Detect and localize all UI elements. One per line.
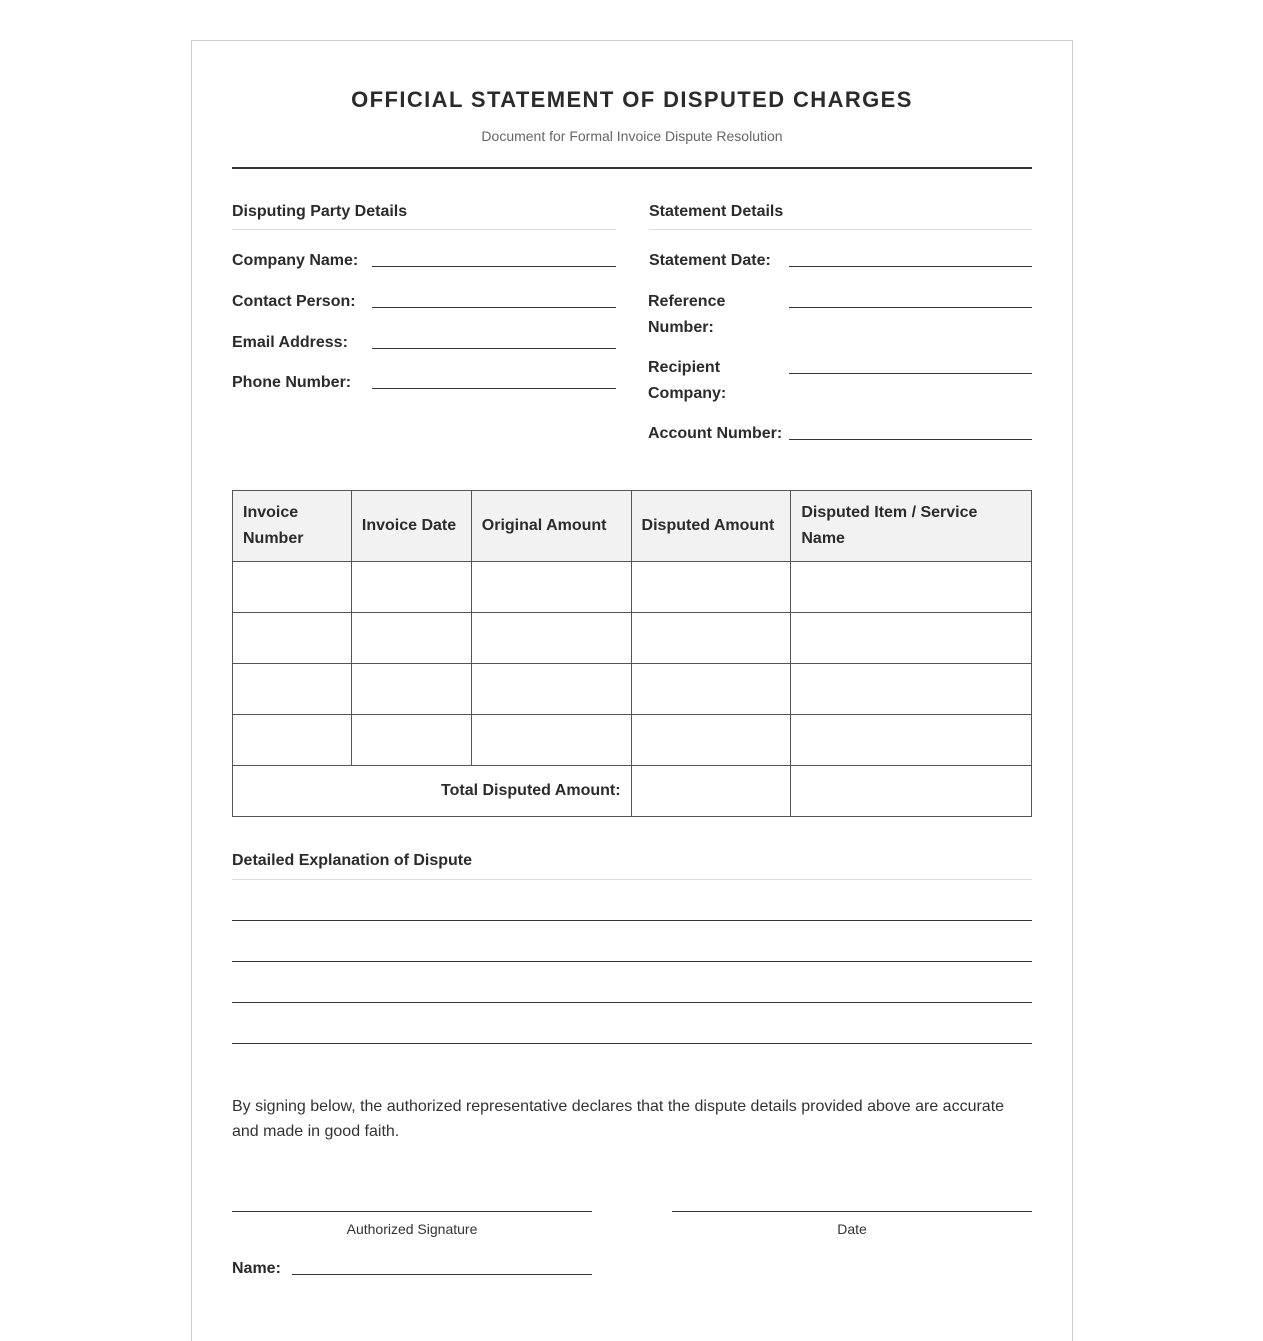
table-header-row bbox=[233, 491, 1032, 562]
table-cell[interactable] bbox=[233, 613, 352, 664]
signature-caption: Authorized Signature bbox=[346, 1221, 478, 1237]
table-cell[interactable] bbox=[351, 613, 471, 664]
phone-number-label: Phone Number: bbox=[232, 374, 352, 391]
date-caption: Date bbox=[837, 1221, 867, 1237]
section-divider bbox=[232, 229, 616, 230]
section-divider bbox=[649, 229, 1032, 230]
explanation-line[interactable] bbox=[232, 961, 1032, 962]
table-cell[interactable] bbox=[791, 613, 1032, 664]
phone-number-field[interactable] bbox=[372, 388, 616, 389]
column-header-invoice-date: Invoice Date bbox=[351, 491, 471, 562]
company-name-field[interactable] bbox=[372, 266, 616, 267]
table-cell[interactable] bbox=[791, 664, 1032, 715]
explanation-line[interactable] bbox=[232, 1043, 1032, 1044]
table-cell[interactable] bbox=[791, 715, 1032, 766]
explanation-line[interactable] bbox=[232, 1002, 1032, 1003]
name-label: Name: bbox=[232, 1260, 281, 1277]
table-row bbox=[233, 715, 1032, 766]
email-address-field[interactable] bbox=[372, 348, 616, 349]
table-cell[interactable] bbox=[791, 766, 1032, 817]
table-cell[interactable] bbox=[471, 664, 631, 715]
document-page bbox=[191, 40, 1073, 1341]
reference-number-label: Reference Number: bbox=[648, 293, 726, 336]
table-cell[interactable] bbox=[471, 562, 631, 613]
table-cell[interactable] bbox=[791, 562, 1032, 613]
table-cell[interactable] bbox=[471, 613, 631, 664]
table-cell[interactable] bbox=[471, 715, 631, 766]
column-header-disputed-item: Disputed Item / Service Name bbox=[791, 491, 1032, 562]
column-header-invoice-number: Invoice Number bbox=[233, 491, 352, 562]
table-cell[interactable] bbox=[631, 613, 791, 664]
column-header-original-amount: Original Amount bbox=[471, 491, 631, 562]
disputing-party-heading: Disputing Party Details bbox=[232, 203, 408, 220]
document-subtitle: Document for Formal Invoice Dispute Resolution bbox=[481, 128, 783, 144]
table-cell[interactable] bbox=[233, 715, 352, 766]
total-disputed-amount-label: Total Disputed Amount: bbox=[233, 766, 632, 817]
account-number-label: Account Number: bbox=[648, 425, 783, 442]
section-divider bbox=[232, 879, 1032, 880]
table-row bbox=[233, 664, 1032, 715]
total-disputed-amount-cell[interactable] bbox=[631, 766, 791, 817]
table-cell[interactable] bbox=[233, 562, 352, 613]
table-row bbox=[233, 562, 1032, 613]
reference-number-field[interactable] bbox=[789, 307, 1032, 308]
recipient-company-label: Recipient Company: bbox=[648, 359, 727, 402]
email-address-label: Email Address: bbox=[232, 334, 348, 351]
table-cell[interactable] bbox=[351, 715, 471, 766]
recipient-company-field[interactable] bbox=[789, 373, 1032, 374]
date-line[interactable] bbox=[672, 1211, 1032, 1212]
statement-date-label: Statement Date: bbox=[649, 252, 771, 269]
signature-line[interactable] bbox=[232, 1211, 592, 1212]
declaration-text: By signing below, the authorized representative declares that the dispute details provided above are accurate and made in good faith. bbox=[232, 1098, 1005, 1140]
statement-date-field[interactable] bbox=[789, 266, 1032, 267]
total-row bbox=[233, 766, 1032, 817]
statement-details-heading: Statement Details bbox=[649, 203, 784, 220]
explanation-line[interactable] bbox=[232, 920, 1032, 921]
table-row bbox=[233, 613, 1032, 664]
explanation-heading: Detailed Explanation of Dispute bbox=[232, 852, 473, 869]
document-title: OFFICIAL STATEMENT OF DISPUTED CHARGES bbox=[351, 87, 913, 112]
contact-person-label: Contact Person: bbox=[232, 293, 356, 310]
name-field[interactable] bbox=[292, 1274, 592, 1275]
table-cell[interactable] bbox=[631, 664, 791, 715]
table-cell[interactable] bbox=[631, 562, 791, 613]
company-name-label: Company Name: bbox=[232, 252, 359, 269]
disputed-invoices-table bbox=[232, 490, 1032, 817]
table-cell[interactable] bbox=[351, 664, 471, 715]
contact-person-field[interactable] bbox=[372, 307, 616, 308]
table-cell[interactable] bbox=[351, 562, 471, 613]
account-number-field[interactable] bbox=[789, 439, 1032, 440]
header-divider bbox=[232, 167, 1032, 169]
table-cell[interactable] bbox=[233, 664, 352, 715]
table-cell[interactable] bbox=[631, 715, 791, 766]
column-header-disputed-amount: Disputed Amount bbox=[631, 491, 791, 562]
